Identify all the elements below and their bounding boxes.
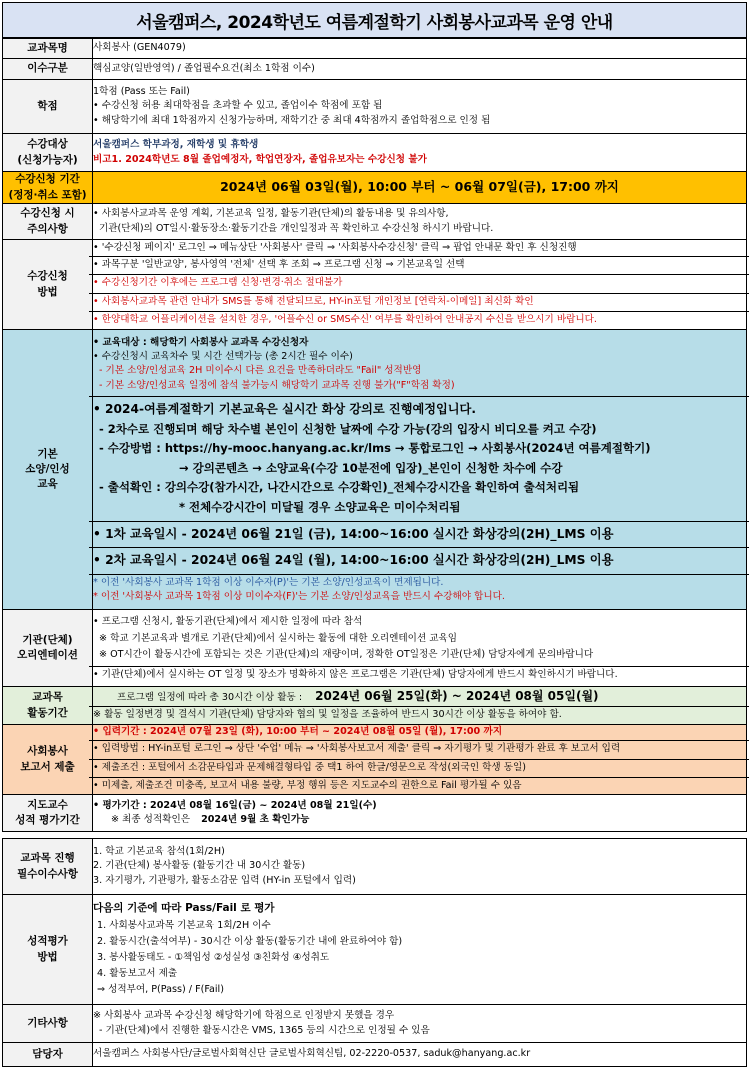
grading-note-text: ※ 최종 성적확인은 [111, 814, 191, 825]
activity-label-line: 활동기간 [27, 706, 68, 719]
grading-note-date: 2024년 9월 초 확인가능 [201, 814, 310, 825]
activity-note: ※ 활동 일정변경 및 결석시 기관(단체) 담당자와 협의 및 일정을 조율하여 반드시 30시간 이상 활동을 하여야 함. [89, 706, 749, 723]
required-label-line: 필수이수사항 [17, 867, 78, 880]
row-period [3, 172, 747, 204]
basic-label-line: 소양/인성 [25, 462, 70, 475]
contact-label: 담당자 [3, 1043, 93, 1067]
orientation-last: • 기관(단체)에서 실시하는 OT 일정 및 장소가 명확하지 않은 프로그램은 기관(단체) 담당자에게 반드시 확인하시기 바랍니다. [89, 666, 749, 683]
period-label-line: 수강신청 기간 [15, 173, 80, 186]
evaluation-content [93, 895, 747, 1005]
evaluation-label-line: 성적평가 [27, 935, 68, 948]
contact-value: 서울캠퍼스 사회봉사단/글로벌사회혁신단 글로벌사회혁신팀, 02-2220-0537, saduk@hanyang.ac.kr [93, 1043, 747, 1067]
method-line: • '수강신청 페이지' 로그인 ⇒ 메뉴상단 '사회봉사' 클릭 ⇒ '사회봉사수강신청' 클릭 ⇒ 팝업 안내문 확인 후 신청진행 [93, 242, 577, 254]
grading-label-line: 성적 평가기간 [15, 814, 80, 826]
orientation-line: • 프로그램 신청시, 활동기관(단체)에서 제시한 일정에 따라 참석 [93, 616, 363, 628]
required-content [93, 839, 747, 895]
evaluation-line: 3. 봉사활동태도 - ①책임성 ②성실성 ③친화성 ④성취도 [97, 952, 330, 964]
method-line: • 과목구분 '일반교양', 봉사영역 '전체' 선택 후 조회 ⇒ 프로그램 신청 ⇒ 기본교육일 선택 [89, 256, 749, 273]
row-required [3, 839, 747, 895]
activity-period: 2024년 06월 25일(화) ~ 2024년 08월 05일(월) [315, 688, 599, 703]
activity-label-line: 교과목 [32, 691, 63, 704]
report-line: • 입력방법 : HY-in포털 로그인 ⇒ 상단 '수업' 메뉴 ⇒ '사회봉사보고서 제출' 클릭 ⇒ 자기평가 및 기관평가 완료 후 보고서 입력 [89, 740, 749, 757]
basic-part-2 [89, 396, 749, 521]
activity-line [93, 688, 746, 706]
target-label [3, 134, 93, 172]
row-notice [3, 204, 747, 240]
credit-line: • 수강신청 허용 최대학점을 초과할 수 있고, 졸업이수 학점에 포함 됨 [93, 100, 383, 112]
course-name-value: 사회봉사 (GEN4079) [93, 39, 747, 59]
activity-content [93, 687, 747, 725]
info-table [2, 38, 747, 832]
grading-note [93, 813, 746, 827]
orientation-line: ※ 학교 기본교육과 별개로 기관(단체)에서 실시하는 활동에 대한 오리엔테이션 교육임 [99, 632, 458, 644]
basic-label-line: 교육 [37, 478, 58, 491]
etc-line: ※ 사회봉사 교과목 수강신청 해당학기에 학점으로 인정받지 못했을 경우 [93, 1010, 395, 1022]
basic-content [93, 330, 747, 610]
row-course-name [3, 39, 747, 59]
required-line: 2. 기관(단체) 봉사활동 (활동기간 내 30시간 활동) [93, 860, 306, 872]
etc-label: 기타사항 [3, 1005, 93, 1043]
orientation-line: ※ OT시간이 활동시간에 포함되는 것은 기관(단체)의 재량이며, 정확한 OT일정은 기관(단체) 담당자에게 문의바랍니다 [99, 649, 594, 661]
report-label-line: 보고서 제출 [20, 760, 75, 773]
grading-period: • 평가기간 : 2024년 08월 16일(금) ~ 2024년 08월 21일(수) [93, 799, 377, 811]
basic-exempt-line: * 이전 '사회봉사 교과목 1학점 이상 이수자(P)'는 기본 소양/인성교육이 면제됩니다. [93, 576, 444, 588]
required-label-line: 교과목 진행 [20, 852, 75, 865]
report-line: • 미제출, 제출조건 미충족, 보고서 내용 불량, 부정 행위 등은 지도교수의 권한으로 Fail 평가될 수 있음 [89, 777, 749, 794]
credit-line: 1학점 (Pass 또는 Fail) [93, 86, 190, 98]
row-credit [3, 80, 747, 134]
evaluation-line: ⇒ 성적부여, P(Pass) / F(Fail) [97, 984, 224, 996]
basic-exempt [89, 574, 749, 605]
activity-line-text: 프로그램 일정에 따라 총 30시간 이상 활동 : [117, 691, 303, 703]
basic-line: - 2차수로 진행되며 해당 차수별 본인이 신청한 날짜에 수강 가능(강의 입장시 비디오를 켜고 수강) [99, 421, 597, 436]
target-label-line: (신청가능자) [17, 153, 78, 166]
course-name-label: 교과목명 [3, 39, 93, 59]
target-note: 비고1. 2024학년도 8월 졸업예정자, 학업연장자, 졸업유보자는 수강신청 불가 [93, 153, 427, 165]
required-line: 1. 학교 기본교육 참석(1회/2H) [93, 846, 225, 858]
basic-line: → 강의콘텐츠 → 소양교육(수강 10분전에 입장)_본인이 신청한 차수에 수강 [179, 460, 563, 475]
row-report [3, 725, 747, 795]
row-etc [3, 1005, 747, 1043]
orientation-part [93, 612, 746, 665]
evaluation-line: 4. 활동보고서 제출 [97, 968, 178, 980]
basic-line: - 수강방법 : https://hy-mooc.hanyang.ac.kr/lms → 통합로그인 → 사회봉사(2024년 여름계절학기) [99, 441, 651, 456]
grading-content [93, 795, 747, 832]
evaluation-line: 다음의 기준에 따라 Pass/Fail 로 평가 [93, 902, 275, 915]
orientation-content [93, 610, 747, 687]
notice-line: • 사회봉사교과목 운영 계획, 기본교육 일정, 활동기관(단체)의 활동내용 및 유의사항, [93, 208, 449, 220]
notice-line: 기관(단체)의 OT일시·활동장소·활동기간을 개인일정과 꼭 확인하고 수강신청 하시기 바랍니다. [99, 222, 494, 234]
report-line: • 제출조건 : 포털에서 소감문타입과 문제해결형타입 중 택1 하여 한글/영문으로 작성(외국인 학생 동일) [89, 759, 749, 776]
basic-line: - 기본 소양/인성교육 2H 미이수시 다른 요건을 만족하더라도 "Fail" 성적반영 [99, 365, 422, 377]
method-label [3, 240, 93, 330]
row-contact [3, 1043, 747, 1067]
etc-line: - 기관(단체)에서 진행한 활동시간은 VMS, 1365 등의 시간으로 인정될 수 있음 [99, 1024, 430, 1036]
info-table-2 [2, 838, 747, 1067]
basic-line: * 전체수강시간이 미달될 경우 소양교육은 미이수처리됨 [179, 499, 461, 514]
target-label-line: 수강대상 [27, 138, 68, 151]
grading-label-line: 지도교수 [27, 798, 68, 811]
category-value: 핵심교양(일반영역) / 졸업필수요건(최소 1학점 이수) [93, 59, 747, 80]
method-line: • 수강신청기간 이후에는 프로그램 신청·변경·취소 절대불가 [89, 274, 749, 291]
grading-label [3, 795, 93, 832]
method-label-line: 방법 [37, 285, 58, 298]
page [2, 2, 747, 1067]
evaluation-line: 1. 사회봉사교과목 기본교육 1회/2H 이수 [97, 920, 271, 932]
notice-label [3, 204, 93, 240]
row-activity [3, 687, 747, 725]
required-line: 3. 자기평가, 기관평가, 활동소감문 입력 (HY-in 포털에서 입력) [93, 874, 356, 886]
report-label-line: 사회봉사 [27, 745, 68, 758]
basic-line: • 교육대상 : 해당학기 사회봉사 교과목 수강신청자 [93, 337, 309, 348]
method-label-line: 수강신청 [27, 270, 68, 283]
target-line: 서울캠퍼스 학부과정, 재학생 및 휴학생 [93, 139, 259, 151]
notice-label-line: 주의사항 [27, 222, 68, 235]
period-label-line: (정정·취소 포함) [8, 188, 87, 201]
basic-line: • 2024-여름계절학기 기본교육은 실시간 화상 강의로 진행예정입니다. [93, 401, 476, 416]
row-orientation [3, 610, 747, 687]
credit-label: 학점 [3, 80, 93, 134]
basic-label-line: 기본 [37, 447, 58, 460]
credit-content [93, 80, 747, 134]
evaluation-label [3, 895, 93, 1005]
report-label [3, 725, 93, 795]
evaluation-line: 2. 활동시간(출석여부) - 30시간 이상 활동(활동기간 내에 완료하여야 함) [97, 936, 403, 948]
basic-label [3, 330, 93, 610]
page-title: 서울캠퍼스, 2024학년도 여름계절학기 사회봉사교과목 운영 안내 [2, 2, 747, 38]
orientation-label-line: 오리엔테이션 [17, 649, 78, 661]
method-line: • 사회봉사교과목 관련 안내가 SMS를 통해 전달되므로, HY-in포털 개인정보 [연락처-이메일] 최신화 확인 [89, 293, 749, 310]
method-line: • 한양대학교 어플리케이션을 설치한 경우, '어플수신 or SMS수신' 여부를 확인하여 안내공지 수신을 받으시기 바랍니다. [89, 311, 749, 328]
orientation-label-line: 기관(단체) [22, 633, 73, 646]
row-evaluation [3, 895, 747, 1005]
row-grading [3, 795, 747, 832]
basic-part-1 [93, 334, 746, 395]
row-basic [3, 330, 747, 610]
required-label [3, 839, 93, 895]
row-category [3, 59, 747, 80]
report-content [93, 725, 747, 795]
category-label: 이수구분 [3, 59, 93, 80]
basic-exempt-line: * 이전 '사회봉사 교과목 1학점 이상 미이수자(F)'는 기본 소양/인성교육을 반드시 수강해야 합니다. [93, 590, 505, 602]
activity-label [3, 687, 93, 725]
basic-session-2: • 2차 교육일시 - 2024년 06월 24일 (월), 14:00~16:00 실시간 화상강의(2H)_LMS 이용 [89, 547, 749, 572]
orientation-label [3, 610, 93, 687]
etc-content [93, 1005, 747, 1043]
notice-content [93, 204, 747, 240]
row-method [3, 240, 747, 330]
report-line: • 입력기간 : 2024년 07월 23일 (화), 10:00 부터 ~ 2024년 08월 05일 (월), 17:00 까지 [93, 726, 503, 738]
credit-line: • 해당학기에 최대 1학점까지 신청가능하며, 재학기간 중 최대 4학점까지 졸업학점으로 인정 됨 [93, 114, 491, 126]
period-label [3, 172, 93, 204]
period-value: 2024년 06월 03일(월), 10:00 부터 ~ 06월 07일(금), 17:00 까지 [93, 172, 747, 204]
row-target [3, 134, 747, 172]
basic-line: • 수강신청시 교육차수 및 시간 선택가능 (총 2시간 필수 이수) [93, 351, 353, 363]
notice-label-line: 수강신청 시 [20, 207, 75, 220]
basic-session-1: • 1차 교육일시 - 2024년 06월 21일 (금), 14:00~16:00 실시간 화상강의(2H)_LMS 이용 [89, 521, 749, 546]
target-content [93, 134, 747, 172]
basic-line: - 출석확인 : 강의수강(참가시간, 나간시간으로 수강확인)_전체수강시간을 확인하여 출석처리됨 [99, 480, 580, 495]
method-content [93, 240, 747, 330]
basic-line: - 기본 소양/인성교육 일정에 참석 불가능시 해당학기 교과목 진행 불가("F"학점 확정) [99, 379, 455, 391]
evaluation-label-line: 방법 [37, 950, 58, 963]
